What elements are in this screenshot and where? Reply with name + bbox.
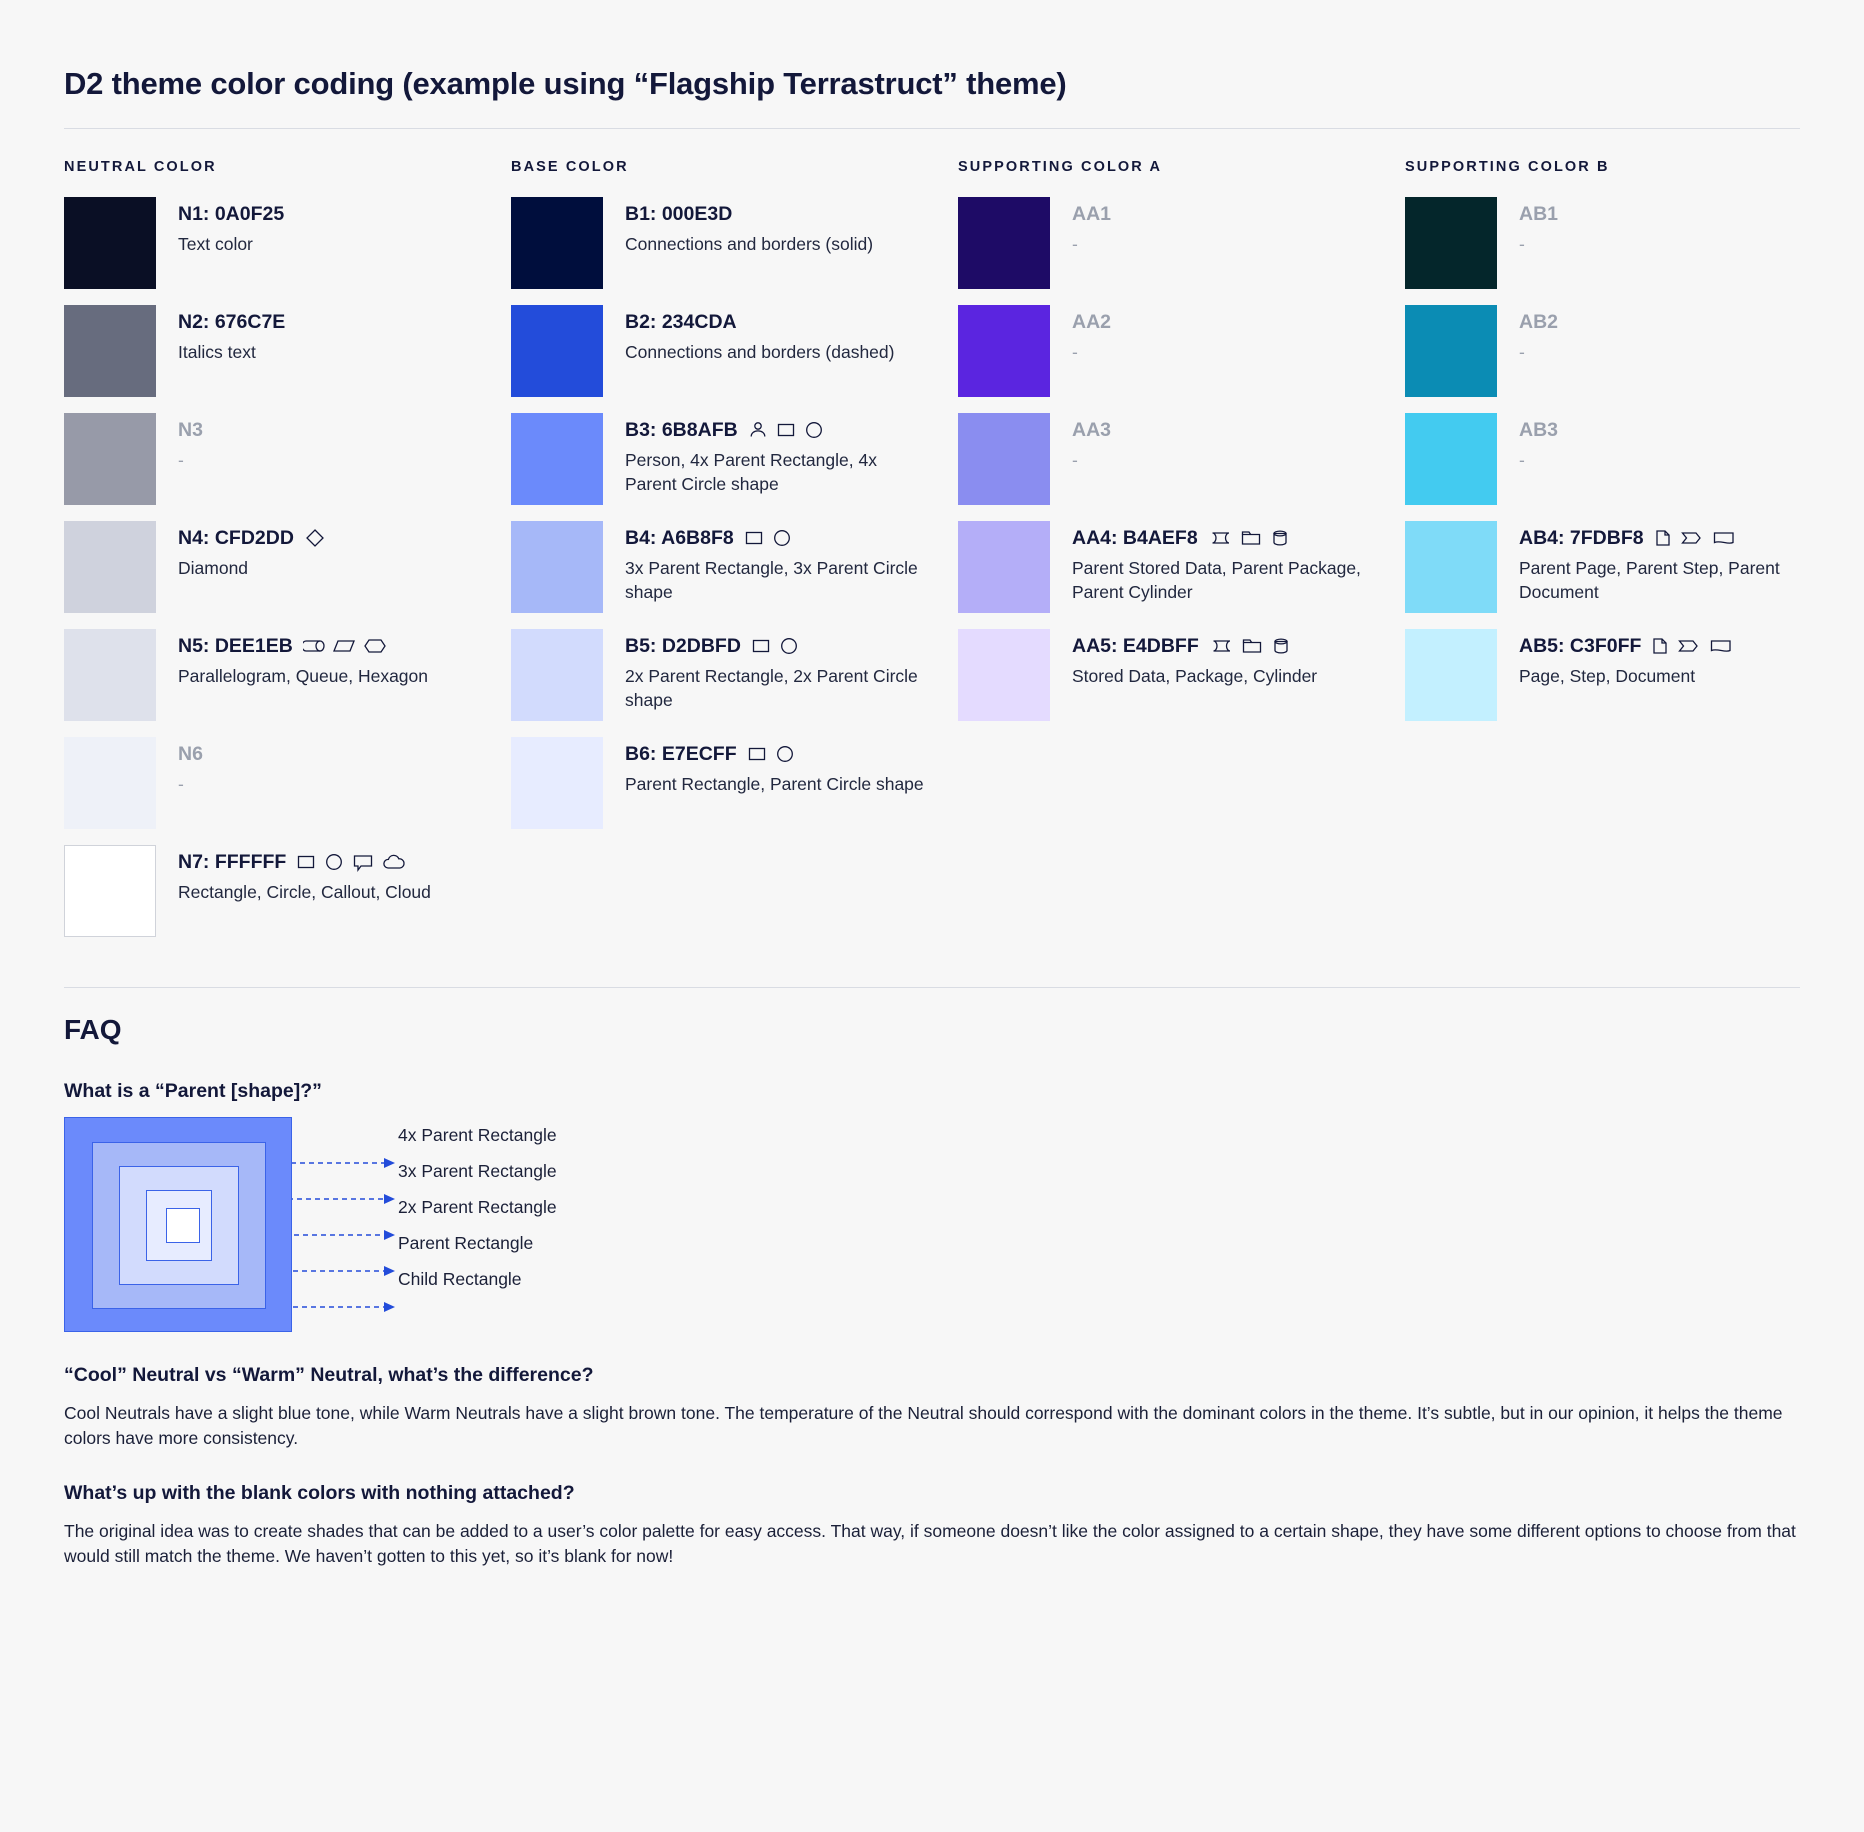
swatch-label: AB4: 7FDBF8 bbox=[1519, 527, 1644, 549]
swatch-label-row bbox=[1519, 311, 1558, 333]
swatch-label-row bbox=[625, 311, 894, 333]
swatch-label-row bbox=[1519, 635, 1733, 657]
swatch-description: Diamond bbox=[178, 558, 249, 579]
color-swatch[interactable] bbox=[958, 629, 1050, 721]
swatch-description: - bbox=[1072, 342, 1078, 363]
page-icon bbox=[1651, 636, 1669, 656]
color-swatch[interactable] bbox=[64, 737, 156, 829]
swatch-label: AB3 bbox=[1519, 419, 1559, 441]
stored-data-icon bbox=[1209, 636, 1233, 656]
swatch-label: AA4: B4AEF8 bbox=[1072, 527, 1198, 549]
swatch-description: Italics text bbox=[178, 342, 256, 363]
swatch-description: Parent Stored Data, Parent Package, Parent Cylinder bbox=[1072, 558, 1361, 603]
swatch-description: Connections and borders (solid) bbox=[625, 234, 874, 255]
swatch-description: - bbox=[1519, 450, 1525, 471]
nest-level-child bbox=[166, 1208, 200, 1243]
swatch-label: B1: 000E3D bbox=[625, 203, 733, 225]
swatch-description: - bbox=[1072, 234, 1078, 255]
column-header: BASE COLOR bbox=[511, 159, 629, 175]
color-column bbox=[1405, 159, 1852, 953]
swatch-text bbox=[603, 305, 894, 365]
swatch-label-row bbox=[625, 635, 925, 657]
circle-icon bbox=[324, 852, 344, 872]
swatch-description: - bbox=[178, 450, 184, 471]
swatch-label-row bbox=[1519, 527, 1819, 549]
swatch-row bbox=[1405, 629, 1852, 721]
color-swatch[interactable] bbox=[64, 521, 156, 613]
swatch-label: N5: DEE1EB bbox=[178, 635, 293, 657]
color-swatch[interactable] bbox=[64, 197, 156, 289]
shape-icon-group bbox=[303, 636, 387, 656]
queue-icon bbox=[303, 636, 325, 656]
faq-question-3: What’s up with the blank colors with nothing attached? bbox=[64, 1481, 575, 1504]
nest-label: 3x Parent Rectangle bbox=[398, 1161, 557, 1181]
color-swatch[interactable] bbox=[958, 521, 1050, 613]
page-icon bbox=[1654, 528, 1672, 548]
swatch-label: N6 bbox=[178, 743, 203, 765]
swatch-text bbox=[1497, 305, 1558, 365]
swatch-text bbox=[156, 629, 428, 689]
color-column bbox=[64, 159, 511, 953]
swatch-text bbox=[603, 413, 925, 497]
swatch-label: AB1 bbox=[1519, 203, 1559, 225]
cylinder-icon bbox=[1270, 528, 1290, 548]
stored-data-icon bbox=[1208, 528, 1232, 548]
swatch-label: B2: 234CDA bbox=[625, 311, 737, 333]
swatch-description: - bbox=[1072, 450, 1078, 471]
column-header: SUPPORTING COLOR A bbox=[958, 159, 1163, 175]
faq-heading: FAQ bbox=[64, 1014, 122, 1045]
faq-answer-3: The original idea was to create shades that can be added to a user’s color palette for easy access. That way, if someone doesn’t like the color assigned to a certain shape, they have some different options to choose from that would still match the theme. We haven’t gotten to this yet, so it’s blank for now! bbox=[64, 1520, 1796, 1567]
cloud-icon bbox=[382, 852, 408, 872]
color-swatch[interactable] bbox=[511, 521, 603, 613]
color-swatch[interactable] bbox=[958, 305, 1050, 397]
swatch-row bbox=[511, 197, 958, 289]
color-column bbox=[511, 159, 958, 953]
swatch-row bbox=[958, 305, 1405, 397]
color-swatch[interactable] bbox=[1405, 197, 1497, 289]
swatch-text bbox=[1050, 413, 1111, 473]
nest-label-list bbox=[398, 1117, 557, 1297]
color-swatch[interactable] bbox=[511, 197, 603, 289]
swatch-row bbox=[511, 413, 958, 505]
title-divider bbox=[64, 128, 1800, 129]
swatch-text bbox=[1497, 413, 1558, 473]
swatch-row bbox=[64, 197, 511, 289]
parallelogram-icon bbox=[333, 636, 355, 656]
swatch-label-row bbox=[625, 743, 924, 765]
faq-question-2: “Cool” Neutral vs “Warm” Neutral, what’s the difference? bbox=[64, 1364, 594, 1386]
swatch-label-row bbox=[625, 527, 925, 549]
swatch-text bbox=[156, 305, 285, 365]
swatch-description: Page, Step, Document bbox=[1519, 666, 1696, 687]
shape-icon-group bbox=[744, 528, 792, 548]
column-header: NEUTRAL COLOR bbox=[64, 159, 217, 175]
faq-answer-2: Cool Neutrals have a slight blue tone, while Warm Neutrals have a slight brown tone. The temperature of the Neutral should correspond with the dominant colors in the theme. It’s subtle, but in our opinion, it helps the theme colors have more consistency. bbox=[64, 1403, 1783, 1449]
swatch-label: B5: D2DBFD bbox=[625, 635, 741, 657]
shape-icon-group bbox=[1651, 636, 1733, 656]
swatch-label-row bbox=[178, 527, 326, 549]
nest-level-4x bbox=[64, 1117, 292, 1332]
shape-icon-group bbox=[748, 420, 824, 440]
swatch-row bbox=[64, 413, 511, 505]
callout-icon bbox=[352, 852, 374, 872]
swatch-label: N4: CFD2DD bbox=[178, 527, 294, 549]
color-swatch[interactable] bbox=[511, 629, 603, 721]
swatch-description: Text color bbox=[178, 234, 253, 255]
diamond-icon bbox=[304, 527, 326, 549]
swatch-text bbox=[156, 521, 326, 581]
swatch-text bbox=[156, 197, 284, 257]
swatch-text bbox=[1050, 197, 1111, 257]
swatch-label: AB5: C3F0FF bbox=[1519, 635, 1642, 657]
swatch-label: B6: E7ECFF bbox=[625, 743, 737, 765]
color-swatch[interactable] bbox=[958, 197, 1050, 289]
swatch-row bbox=[958, 197, 1405, 289]
nest-label: Parent Rectangle bbox=[398, 1233, 534, 1253]
swatch-description: Parent Rectangle, Parent Circle shape bbox=[625, 774, 924, 795]
swatch-row bbox=[1405, 413, 1852, 505]
swatch-label-row bbox=[1519, 419, 1558, 441]
swatch-row bbox=[1405, 305, 1852, 397]
color-swatch[interactable] bbox=[64, 629, 156, 721]
circle-icon bbox=[779, 636, 799, 656]
swatch-description: - bbox=[178, 774, 184, 795]
color-column bbox=[958, 159, 1405, 953]
swatch-label: B3: 6B8AFB bbox=[625, 419, 738, 441]
swatch-label: B4: A6B8F8 bbox=[625, 527, 734, 549]
swatch-text bbox=[1497, 197, 1558, 257]
person-icon bbox=[748, 420, 768, 440]
swatch-text bbox=[603, 197, 873, 257]
faq-divider bbox=[64, 987, 1800, 988]
circle-icon bbox=[772, 528, 792, 548]
step-icon bbox=[1677, 636, 1701, 656]
swatch-label-row bbox=[178, 419, 203, 441]
swatch-row bbox=[64, 305, 511, 397]
rectangle-icon bbox=[776, 420, 796, 440]
swatch-label-row bbox=[178, 851, 431, 873]
step-icon bbox=[1680, 528, 1704, 548]
color-columns bbox=[64, 159, 1800, 953]
swatch-description: Person, 4x Parent Rectangle, 4x Parent Circle shape bbox=[625, 450, 877, 495]
swatch-label: AA2 bbox=[1072, 311, 1112, 333]
swatch-label-row bbox=[178, 311, 285, 333]
swatch-label-row bbox=[178, 203, 284, 225]
circle-icon bbox=[804, 420, 824, 440]
shape-icon-group bbox=[1209, 636, 1291, 656]
swatch-label-row bbox=[178, 635, 428, 657]
swatch-label: N7: FFFFFF bbox=[178, 851, 287, 873]
color-swatch[interactable] bbox=[511, 737, 603, 829]
swatch-description: Parallelogram, Queue, Hexagon bbox=[178, 666, 429, 687]
shape-icon-group bbox=[304, 527, 326, 549]
rectangle-icon bbox=[296, 852, 316, 872]
swatch-description: Stored Data, Package, Cylinder bbox=[1072, 666, 1318, 687]
swatch-row bbox=[64, 737, 511, 829]
swatch-text bbox=[603, 629, 925, 713]
swatch-row bbox=[64, 521, 511, 613]
swatch-row bbox=[1405, 197, 1852, 289]
swatch-label-row bbox=[625, 203, 873, 225]
cylinder-icon bbox=[1271, 636, 1291, 656]
swatch-text bbox=[1050, 629, 1317, 689]
circle-icon bbox=[775, 744, 795, 764]
nest-label: 2x Parent Rectangle bbox=[398, 1197, 557, 1217]
column-header: SUPPORTING COLOR B bbox=[1405, 159, 1610, 175]
shape-icon-group bbox=[1654, 528, 1736, 548]
swatch-text bbox=[603, 737, 924, 797]
swatch-description: 2x Parent Rectangle, 2x Parent Circle shape bbox=[625, 666, 918, 711]
swatch-row bbox=[511, 521, 958, 613]
swatch-row bbox=[64, 629, 511, 721]
swatch-label: N1: 0A0F25 bbox=[178, 203, 285, 225]
color-swatch[interactable] bbox=[958, 413, 1050, 505]
swatch-row bbox=[958, 629, 1405, 721]
color-swatch[interactable] bbox=[1405, 413, 1497, 505]
document-icon bbox=[1712, 528, 1736, 548]
swatch-label-row bbox=[1072, 311, 1111, 333]
swatch-label-row bbox=[1072, 527, 1372, 549]
color-swatch[interactable] bbox=[1405, 629, 1497, 721]
parent-shape-diagram bbox=[64, 1117, 1800, 1332]
swatch-label: N2: 676C7E bbox=[178, 311, 286, 333]
swatch-description: Connections and borders (dashed) bbox=[625, 342, 895, 363]
swatch-text bbox=[1050, 521, 1372, 605]
swatch-label-row bbox=[178, 743, 203, 765]
swatch-label: AA3 bbox=[1072, 419, 1112, 441]
color-swatch[interactable] bbox=[1405, 305, 1497, 397]
swatch-row bbox=[511, 737, 958, 829]
color-swatch[interactable] bbox=[64, 413, 156, 505]
color-swatch[interactable] bbox=[511, 305, 603, 397]
swatch-label-row bbox=[625, 419, 925, 441]
shape-icon-group bbox=[296, 852, 408, 872]
swatch-description: 3x Parent Rectangle, 3x Parent Circle shape bbox=[625, 558, 918, 603]
swatch-text bbox=[156, 737, 203, 797]
swatch-row bbox=[958, 521, 1405, 613]
swatch-row bbox=[64, 845, 511, 937]
swatch-text bbox=[603, 521, 925, 605]
color-swatch[interactable] bbox=[511, 413, 603, 505]
color-swatch[interactable] bbox=[1405, 521, 1497, 613]
shape-icon-group bbox=[751, 636, 799, 656]
swatch-label: AA5: E4DBFF bbox=[1072, 635, 1199, 657]
swatch-label: AA1 bbox=[1072, 203, 1112, 225]
swatch-label-row bbox=[1072, 419, 1111, 441]
swatch-text bbox=[1497, 629, 1733, 689]
nest-label: Child Rectangle bbox=[398, 1269, 522, 1289]
nest-label: 4x Parent Rectangle bbox=[398, 1125, 557, 1145]
color-swatch[interactable] bbox=[64, 305, 156, 397]
swatch-row bbox=[511, 305, 958, 397]
swatch-text bbox=[156, 845, 431, 905]
swatch-text bbox=[1497, 521, 1819, 605]
shape-icon-group bbox=[1208, 528, 1290, 548]
swatch-label: N3 bbox=[178, 419, 203, 441]
swatch-label-row bbox=[1072, 635, 1317, 657]
swatch-label: AB2 bbox=[1519, 311, 1559, 333]
swatch-row bbox=[511, 629, 958, 721]
rectangle-icon bbox=[751, 636, 771, 656]
package-icon bbox=[1241, 636, 1263, 656]
swatch-description: Parent Page, Parent Step, Parent Document bbox=[1519, 558, 1780, 603]
swatch-row bbox=[1405, 521, 1852, 613]
shape-icon-group bbox=[747, 744, 795, 764]
swatch-row bbox=[958, 413, 1405, 505]
swatch-text bbox=[1050, 305, 1111, 365]
page-title: D2 theme color coding (example using “Flagship Terrastruct” theme) bbox=[64, 66, 1067, 101]
color-swatch[interactable] bbox=[64, 845, 156, 937]
swatch-label-row bbox=[1072, 203, 1111, 225]
swatch-description: - bbox=[1519, 342, 1525, 363]
swatch-description: Rectangle, Circle, Callout, Cloud bbox=[178, 882, 431, 903]
hexagon-icon bbox=[363, 636, 387, 656]
swatch-text bbox=[156, 413, 203, 473]
swatch-description: - bbox=[1519, 234, 1525, 255]
package-icon bbox=[1240, 528, 1262, 548]
rectangle-icon bbox=[747, 744, 767, 764]
swatch-label-row bbox=[1519, 203, 1558, 225]
rectangle-icon bbox=[744, 528, 764, 548]
document-icon bbox=[1709, 636, 1733, 656]
faq-question-1: What is a “Parent [shape]?” bbox=[64, 1080, 322, 1102]
